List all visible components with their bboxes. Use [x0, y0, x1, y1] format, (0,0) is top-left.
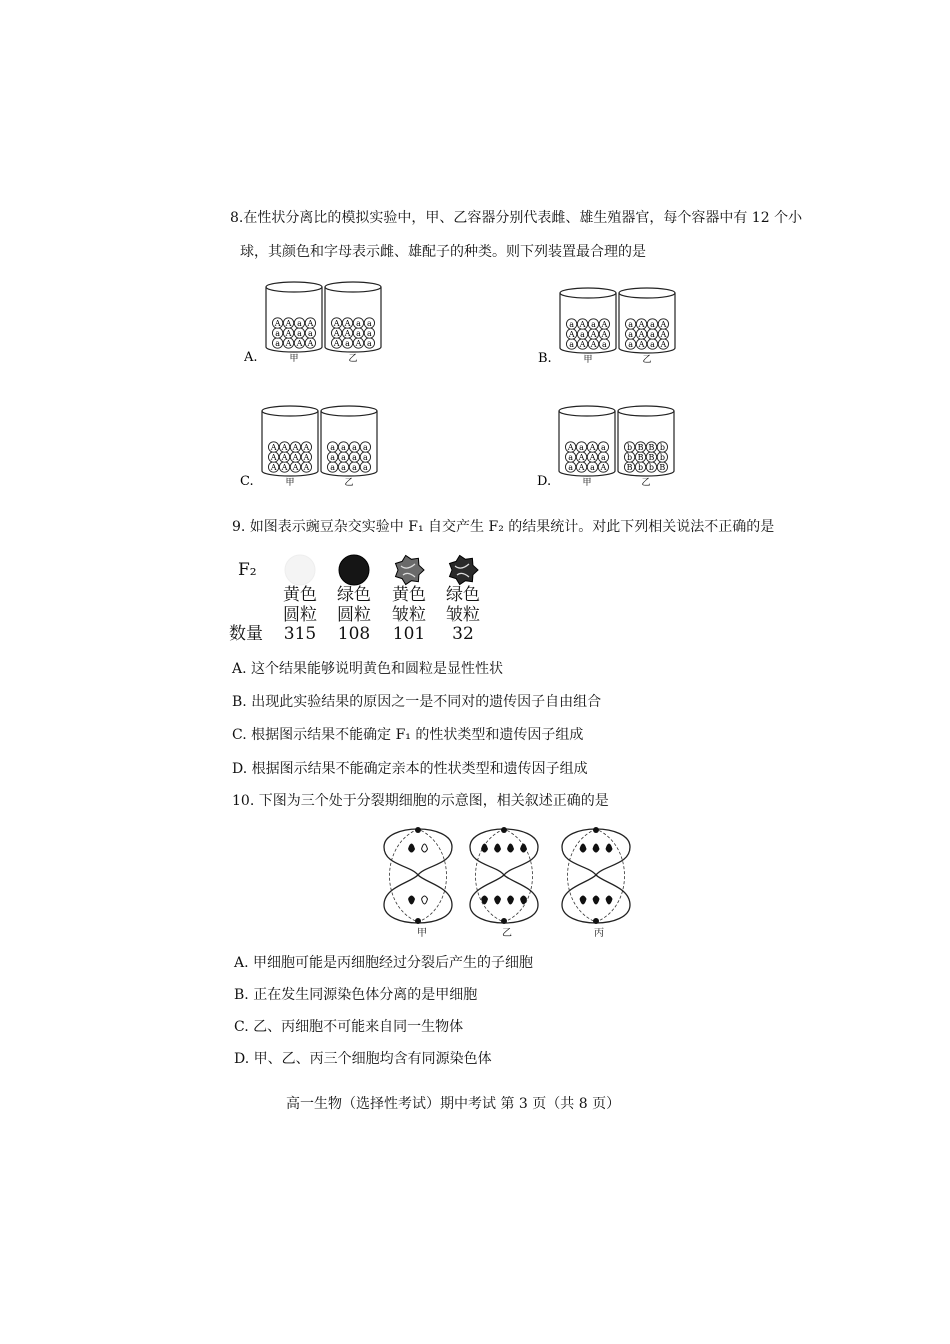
ball: [360, 462, 370, 472]
ball: [588, 339, 598, 349]
ball-letter: a: [297, 319, 302, 328]
ball: [647, 329, 657, 339]
q9-pheno-3-color: 黄色: [392, 585, 426, 605]
jar-rim: [325, 282, 381, 292]
ball-letter: A: [567, 443, 574, 452]
q9-count-4: 32: [452, 624, 474, 644]
ball: [331, 338, 341, 348]
page-footer: 高一生物（选择性考试）期中考试 第 3 页（共 8 页）: [286, 1096, 621, 1112]
ball-letter: a: [601, 340, 607, 349]
ball-letter: A: [344, 319, 351, 328]
jar-rim: [266, 282, 322, 292]
ball-letter: a: [366, 339, 372, 348]
ball-letter: a: [628, 320, 634, 329]
ball: [272, 338, 282, 348]
ball: [279, 452, 289, 462]
ball-letter: a: [600, 443, 606, 452]
left-caption: 甲: [285, 478, 295, 488]
ball-letter: b: [659, 453, 665, 462]
ball: [658, 329, 668, 339]
ball: [657, 442, 667, 452]
q9-pheno-3: [392, 585, 426, 625]
ball: [301, 442, 311, 452]
ball-letter: a: [356, 329, 361, 338]
left-jar: [559, 406, 615, 476]
ball-letter: a: [569, 340, 575, 349]
ball-letter: a: [366, 329, 372, 338]
ball: [657, 452, 667, 462]
ball-letter: A: [578, 453, 585, 462]
ball: [588, 329, 598, 339]
ball: [294, 338, 304, 348]
ball-letter: a: [628, 340, 634, 349]
q9-pheno-2-shape: 圆粒: [337, 605, 371, 625]
ball-letter: A: [355, 339, 362, 348]
ball-letter: a: [297, 329, 302, 338]
ball: [587, 452, 597, 462]
ball: [566, 319, 576, 329]
ball: [338, 442, 348, 452]
ball-letter: A: [589, 443, 596, 452]
ball: [294, 318, 304, 328]
ball-letter: A: [660, 330, 667, 339]
ball-letter: A: [285, 339, 292, 348]
ball: [360, 452, 370, 462]
ball: [599, 329, 609, 339]
ball-letter: a: [345, 339, 350, 348]
ball-letter: a: [341, 443, 346, 452]
ball: [576, 442, 586, 452]
ball: [647, 319, 657, 329]
ball-letter: A: [281, 453, 288, 462]
ball: [349, 452, 359, 462]
ball-letter: A: [638, 320, 645, 329]
ball-letter: a: [352, 463, 357, 472]
ball: [647, 339, 657, 349]
q9-count-label: 数量: [229, 624, 263, 644]
seed-3: [396, 555, 425, 584]
ball-letter: a: [568, 463, 574, 472]
ball: [268, 442, 278, 452]
ball: [565, 442, 575, 452]
ball: [657, 462, 667, 472]
ball-letter: a: [579, 443, 584, 452]
q8-stem-line1: 8.在性状分离比的模拟实验中，甲、乙容器分别代表雌、雄生殖器官，每个容器中有 12 个小: [230, 210, 803, 226]
q10-cell-diagram: [372, 825, 642, 937]
ball-letter: B: [648, 453, 655, 462]
ball-letter: A: [303, 463, 310, 472]
ball: [364, 318, 374, 328]
ball: [272, 328, 282, 338]
ball-letter: a: [650, 320, 655, 329]
option-letter: D.: [537, 474, 552, 489]
cell-yi: [470, 827, 538, 924]
ball: [577, 339, 587, 349]
q9-count-3: 101: [392, 624, 426, 644]
ball-letter: A: [660, 340, 667, 349]
ball-letter: a: [362, 453, 368, 462]
ball-letter: A: [292, 453, 299, 462]
jar-rim: [619, 288, 675, 298]
ball-letter: A: [590, 330, 597, 339]
ball: [301, 452, 311, 462]
right-jar: [325, 282, 381, 352]
ball-letter: a: [650, 340, 655, 349]
ball-letter: A: [601, 320, 608, 329]
ball: [636, 339, 646, 349]
ball-letter: a: [307, 329, 313, 338]
ball-letter: a: [330, 453, 336, 462]
q9-pheno-1-shape: 圆粒: [283, 605, 317, 625]
left-jar: [266, 282, 322, 352]
ball: [290, 452, 300, 462]
cell-jia: [384, 827, 452, 924]
ball: [342, 338, 352, 348]
q9-f2-label: F₂: [238, 560, 257, 580]
ball-letter: a: [580, 330, 585, 339]
ball: [305, 318, 315, 328]
ball: [658, 319, 668, 329]
ball-letter: A: [660, 320, 667, 329]
ball-letter: a: [341, 453, 346, 462]
q10-option-b[interactable]: B. 正在发生同源染色体分离的是甲细胞: [234, 987, 478, 1003]
ball-letter: A: [270, 443, 277, 452]
ball: [338, 452, 348, 462]
q8-option-b-jars: [538, 282, 688, 372]
ball: [576, 452, 586, 462]
ball: [598, 462, 608, 472]
ball-letter: B: [637, 453, 644, 462]
ball: [342, 318, 352, 328]
q9-count-2: 108: [337, 624, 371, 644]
q8-option-a[interactable]: [244, 276, 394, 371]
jar-rim: [559, 406, 615, 416]
ball: [577, 319, 587, 329]
q9-pheno-2-color: 绿色: [337, 585, 371, 605]
ball-letter: a: [650, 330, 655, 339]
ball: [290, 442, 300, 452]
left-caption: 甲: [582, 478, 592, 488]
ball-letter: b: [627, 453, 633, 462]
ball: [294, 328, 304, 338]
ball-letter: a: [352, 443, 357, 452]
jar-rim: [321, 406, 377, 416]
option-letter: C.: [240, 474, 254, 489]
q9-count-1: 315: [283, 624, 317, 644]
ball: [598, 452, 608, 462]
ball-letter: A: [281, 443, 288, 452]
ball: [338, 462, 348, 472]
ball: [305, 338, 315, 348]
right-caption: 乙: [642, 355, 652, 365]
ball: [290, 462, 300, 472]
right-caption: 乙: [348, 354, 358, 364]
ball-letter: A: [270, 463, 277, 472]
q10-option-c[interactable]: C. 乙、丙细胞不可能来自同一生物体: [234, 1019, 464, 1035]
left-jar: [560, 288, 616, 353]
ball: [576, 462, 586, 472]
q9-option-d[interactable]: D. 根据图示结果不能确定亲本的性状类型和遗传因子组成: [232, 761, 588, 777]
ball-letter: a: [341, 463, 346, 472]
ball-letter: A: [579, 320, 586, 329]
q9-pheno-1-color: 黄色: [283, 585, 317, 605]
q10-caption-jia: 甲: [417, 928, 427, 939]
ball: [635, 442, 645, 452]
cell-bing: [562, 827, 630, 924]
ball-letter: B: [659, 463, 666, 472]
q9-pheno-4-color: 绿色: [446, 585, 480, 605]
ball-letter: A: [285, 319, 292, 328]
ball-letter: A: [285, 329, 292, 338]
ball: [342, 328, 352, 338]
ball: [646, 462, 656, 472]
q10-caption-yi: 乙: [502, 928, 512, 939]
ball-letter: a: [352, 453, 357, 462]
ball-letter: a: [568, 453, 574, 462]
ball: [646, 452, 656, 462]
ball-letter: A: [344, 329, 351, 338]
ball-letter: A: [292, 463, 299, 472]
ball: [587, 462, 597, 472]
q8-option-d-jars: [537, 400, 687, 495]
ball-letter: A: [307, 339, 314, 348]
ball: [646, 442, 656, 452]
ball-letter: A: [292, 443, 299, 452]
ball: [353, 338, 363, 348]
ball: [565, 452, 575, 462]
q9-pheno-4-shape: 皱粒: [446, 605, 480, 625]
jar-rim: [618, 406, 674, 416]
ball-letter: A: [638, 340, 645, 349]
ball: [565, 462, 575, 472]
ball: [301, 462, 311, 472]
q8-option-c-jars: [240, 400, 390, 495]
ball-letter: a: [591, 320, 596, 329]
q8-option-a-jars: [244, 276, 394, 371]
q10-stem: 10. 下图为三个处于分裂期细胞的示意图，相关叙述正确的是: [232, 793, 609, 809]
ball-letter: A: [333, 319, 340, 328]
ball-letter: A: [638, 330, 645, 339]
ball: [624, 462, 634, 472]
ball-letter: a: [628, 330, 634, 339]
q9-pheno-2: [337, 585, 371, 625]
jar-rim: [560, 288, 616, 298]
ball: [268, 462, 278, 472]
ball-letter: A: [600, 463, 607, 472]
option-letter: B.: [538, 351, 552, 366]
ball: [349, 442, 359, 452]
left-caption: 甲: [583, 355, 593, 365]
ball-letter: B: [637, 443, 644, 452]
ball-letter: A: [590, 340, 597, 349]
ball-letter: A: [333, 339, 340, 348]
right-jar: [321, 406, 377, 476]
ball: [658, 339, 668, 349]
ball: [283, 338, 293, 348]
ball: [272, 318, 282, 328]
ball-letter: a: [275, 339, 281, 348]
ball: [624, 452, 634, 462]
ball: [353, 318, 363, 328]
seed-1: [285, 555, 315, 585]
ball-letter: A: [568, 330, 575, 339]
ball: [625, 319, 635, 329]
ball-letter: a: [356, 319, 361, 328]
q9-stem: 9. 如图表示豌豆杂交实验中 F₁ 自交产生 F₂ 的结果统计。对此下列相关说法不正确的是: [232, 519, 775, 535]
ball: [599, 339, 609, 349]
ball-letter: A: [578, 463, 585, 472]
option-letter: A.: [244, 350, 258, 365]
ball: [353, 328, 363, 338]
ball-letter: a: [569, 320, 575, 329]
ball: [283, 318, 293, 328]
q8-option-d[interactable]: [537, 400, 687, 495]
ball: [635, 462, 645, 472]
q9-pheno-4: [446, 585, 480, 625]
q9-option-c[interactable]: C. 根据图示结果不能确定 F₁ 的性状类型和遗传因子组成: [232, 727, 584, 743]
ball: [331, 318, 341, 328]
q8-option-b[interactable]: [538, 282, 688, 372]
ball: [587, 442, 597, 452]
q9-pheno-1: [283, 585, 317, 625]
ball: [599, 319, 609, 329]
ball: [279, 462, 289, 472]
seed-4: [450, 555, 479, 584]
ball: [625, 339, 635, 349]
ball-letter: b: [659, 443, 665, 452]
q9-option-a[interactable]: A. 这个结果能够说明黄色和圆粒是显性性状: [232, 661, 504, 677]
left-jar: [262, 406, 318, 476]
q10-option-d[interactable]: D. 甲、乙、丙三个细胞均含有同源染色体: [234, 1051, 492, 1067]
ball-letter: a: [366, 319, 372, 328]
ball: [625, 329, 635, 339]
ball: [635, 452, 645, 462]
ball-letter: A: [579, 340, 586, 349]
q9-seed-images: [275, 550, 495, 590]
ball-letter: A: [281, 463, 288, 472]
ball: [566, 329, 576, 339]
ball: [636, 329, 646, 339]
left-caption: 甲: [289, 354, 299, 364]
ball-letter: B: [648, 443, 655, 452]
ball-letter: A: [589, 453, 596, 462]
ball: [364, 328, 374, 338]
ball: [349, 462, 359, 472]
ball-letter: A: [601, 330, 608, 339]
ball-letter: A: [274, 319, 281, 328]
ball: [588, 319, 598, 329]
ball: [360, 442, 370, 452]
ball-letter: b: [648, 463, 655, 472]
ball-letter: A: [333, 329, 340, 338]
ball: [598, 442, 608, 452]
ball: [327, 442, 337, 452]
ball-letter: A: [303, 443, 310, 452]
seed-2: [339, 555, 369, 585]
ball-letter: b: [627, 443, 633, 452]
ball-letter: a: [590, 463, 595, 472]
jar-rim: [262, 406, 318, 416]
ball-letter: a: [362, 443, 368, 452]
ball-letter: B: [626, 463, 633, 472]
ball-letter: A: [303, 453, 310, 462]
ball-letter: A: [307, 319, 314, 328]
ball: [327, 452, 337, 462]
right-caption: 乙: [344, 478, 354, 488]
ball-letter: a: [275, 329, 281, 338]
ball-letter: a: [600, 453, 606, 462]
q9-option-b[interactable]: B. 出现此实验结果的原因之一是不同对的遗传因子自由组合: [232, 694, 602, 710]
q10-caption-bing: 丙: [594, 928, 604, 939]
q10-option-a[interactable]: A. 甲细胞可能是丙细胞经过分裂后产生的子细胞: [234, 955, 534, 971]
ball: [268, 452, 278, 462]
ball: [636, 319, 646, 329]
ball: [279, 442, 289, 452]
ball-letter: A: [270, 453, 277, 462]
ball-letter: a: [362, 463, 368, 472]
ball-letter: A: [296, 339, 303, 348]
ball: [331, 328, 341, 338]
ball: [624, 442, 634, 452]
right-jar: [618, 406, 674, 476]
ball: [364, 338, 374, 348]
right-jar: [619, 288, 675, 353]
q8-option-c[interactable]: [240, 400, 390, 495]
q9-pheno-3-shape: 皱粒: [392, 605, 426, 625]
ball: [305, 328, 315, 338]
ball: [327, 462, 337, 472]
ball: [577, 329, 587, 339]
ball: [283, 328, 293, 338]
ball: [566, 339, 576, 349]
ball-letter: a: [330, 463, 336, 472]
q8-stem-line2: 球，其颜色和字母表示雌、雄配子的种类。则下列装置最合理的是: [240, 244, 646, 260]
right-caption: 乙: [641, 478, 651, 488]
ball-letter: b: [637, 463, 644, 472]
ball-letter: a: [330, 443, 336, 452]
